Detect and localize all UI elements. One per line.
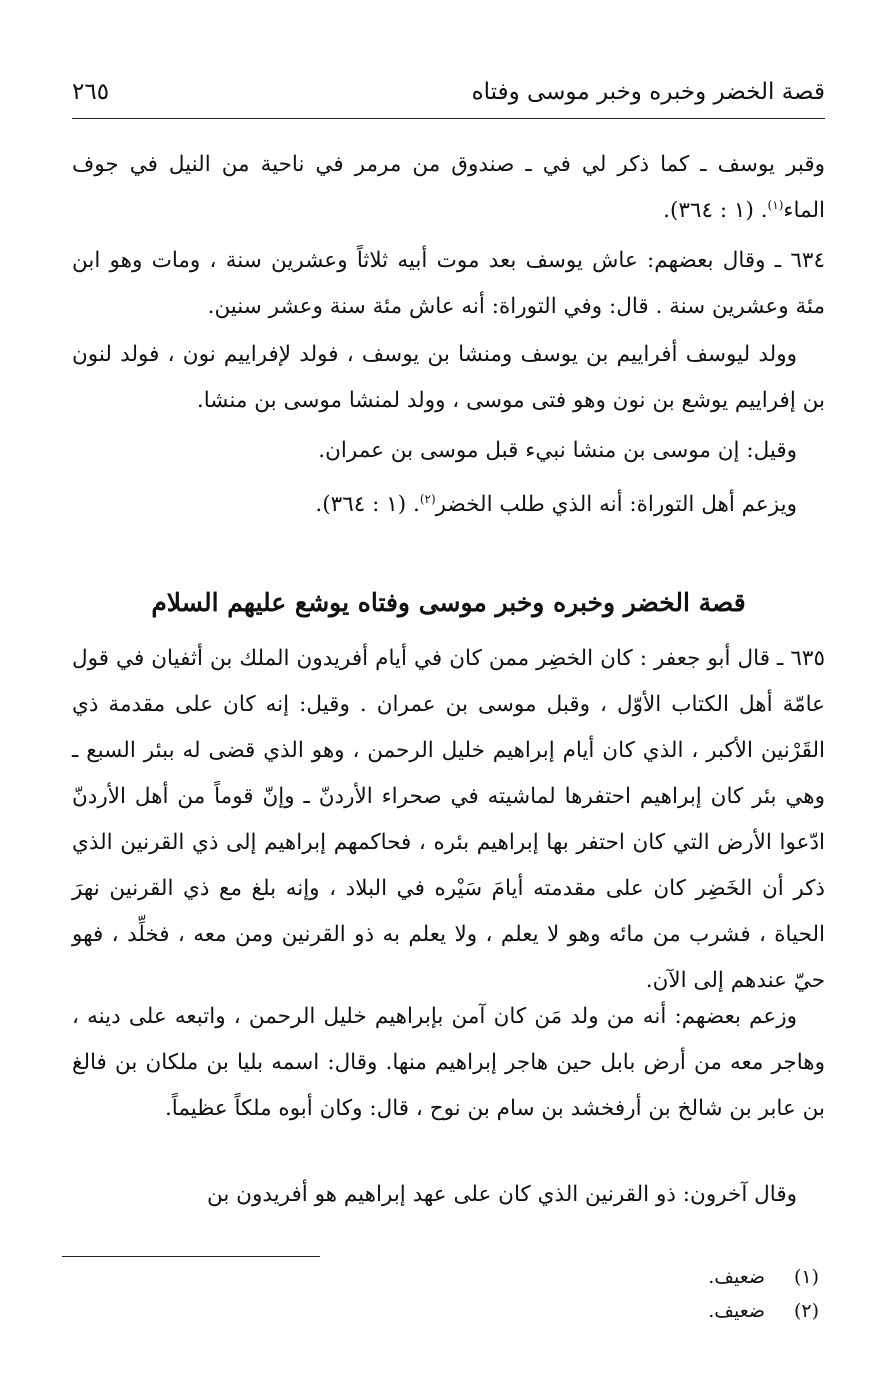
footnote-2 [708, 1296, 819, 1326]
paragraph-text: ٦٣٥ ـ قال أبو جعفر : كان الخضِر ممن كان في أيام أفريدون الملك بن أثفيان في قول عامّة أهل الكتاب الأوّل ، وقبل موسى بن عمران . وقيل: إنه كان على مقدمة ذي القَرْنين الأكبر ، الذي كان أيام إبراهيم خليل الرحمن ، وهو الذي قضى له ببئر السبع ـ وهي بئر كان إبراهيم احتفرها لماشيته في صحراء الأردنّ ـ وإنّ قوماً من أهل الأردنّ ادّعوا الأرض التي كان احتفر بها إبراهيم بئره ، فحاكمهم إبراهيم إلى ذي القرنين الذي ذكر أن الخَضِر كان على مقدمته أيامَ سَيْره في البلاد ، وإنه بلغ مع ذي القرنين نهرَ الحياة ، فشرب من مائه وهو لا يعلم ، ولا يعلم به ذو القرنين ومن معه ، فخلِّد ، فهو حيّ عندهم إلى الآن. [72, 646, 825, 993]
footnote-number: (٢) [793, 1300, 819, 1322]
running-title: قصة الخضر وخبره وخبر موسى وفتاه [471, 79, 825, 105]
paragraph-moses-manasseh [72, 428, 825, 474]
paragraph-lineage [72, 994, 825, 1132]
paragraph-text: وولد ليوسف أفراييم بن يوسف ومنشا بن يوسف ، فولد لإفراييم نون ، فولد لنون بن إفراييم يوشع بن نون وهو فتى موسى ، وولد لمنشا موسى بن منشا. [72, 342, 825, 413]
footnote-text: ضعيف. [708, 1266, 765, 1288]
paragraph-635 [72, 636, 825, 1004]
paragraph-others-said [72, 1172, 825, 1218]
paragraph-text: ويزعم أهل التوراة: أنه الذي طلب الخضر [435, 492, 797, 517]
paragraph-torah-claim [72, 482, 825, 528]
footnote-1 [708, 1262, 819, 1292]
source-ref: . (١ : ٣٦٤). [663, 198, 768, 223]
section-heading: قصة الخضر وخبره وخبر موسى وفتاه يوشع عليهم السلام [151, 588, 746, 617]
paragraph-joseph-grave [72, 142, 825, 234]
paragraph-text: ٦٣٤ ـ وقال بعضهم: عاش يوسف بعد موت أبيه ثلاثاً وعشرين سنة ، ومات وهو ابن مئة وعشرين سنة . قال: وفي التوراة: أنه عاش مئة سنة وعشر سنين. [72, 248, 825, 319]
source-ref: . (١ : ٣٦٤). [315, 492, 420, 517]
paragraph-text: وزعم بعضهم: أنه من ولد مَن كان آمن بإبراهيم خليل الرحمن ، واتبعه على دينه ، وهاجر معه من أرض بابل حين هاجر إبراهيم منها. وقال: اسمه بليا بن ملكان بن فالغ بن عابر بن شالخ بن أرفخشد بن سام بن نوح ، قال: وكان أبوه ملكاً عظيماً. [72, 1004, 825, 1121]
running-header [72, 66, 825, 119]
paragraph-text: وقال آخرون: ذو القرنين الذي كان على عهد إبراهيم هو أفريدون بن [207, 1182, 797, 1207]
footnote-ref: (١) [767, 197, 784, 212]
paragraph-text: وقيل: إن موسى بن منشا نبيء قبل موسى بن عمران. [318, 438, 797, 463]
paragraph-descendants [72, 332, 825, 424]
footnote-text: ضعيف. [708, 1300, 765, 1322]
footnote-divider [62, 1256, 320, 1257]
footnote-ref: (٢) [419, 491, 436, 506]
footnote-number: (١) [793, 1266, 819, 1288]
paragraph-634 [72, 238, 825, 330]
paragraph-text: وقبر يوسف ـ كما ذكر لي في ـ صندوق من مرمر في ناحية من النيل في جوف الماء [72, 152, 825, 223]
page-number: ٢٦٥ [72, 79, 110, 105]
